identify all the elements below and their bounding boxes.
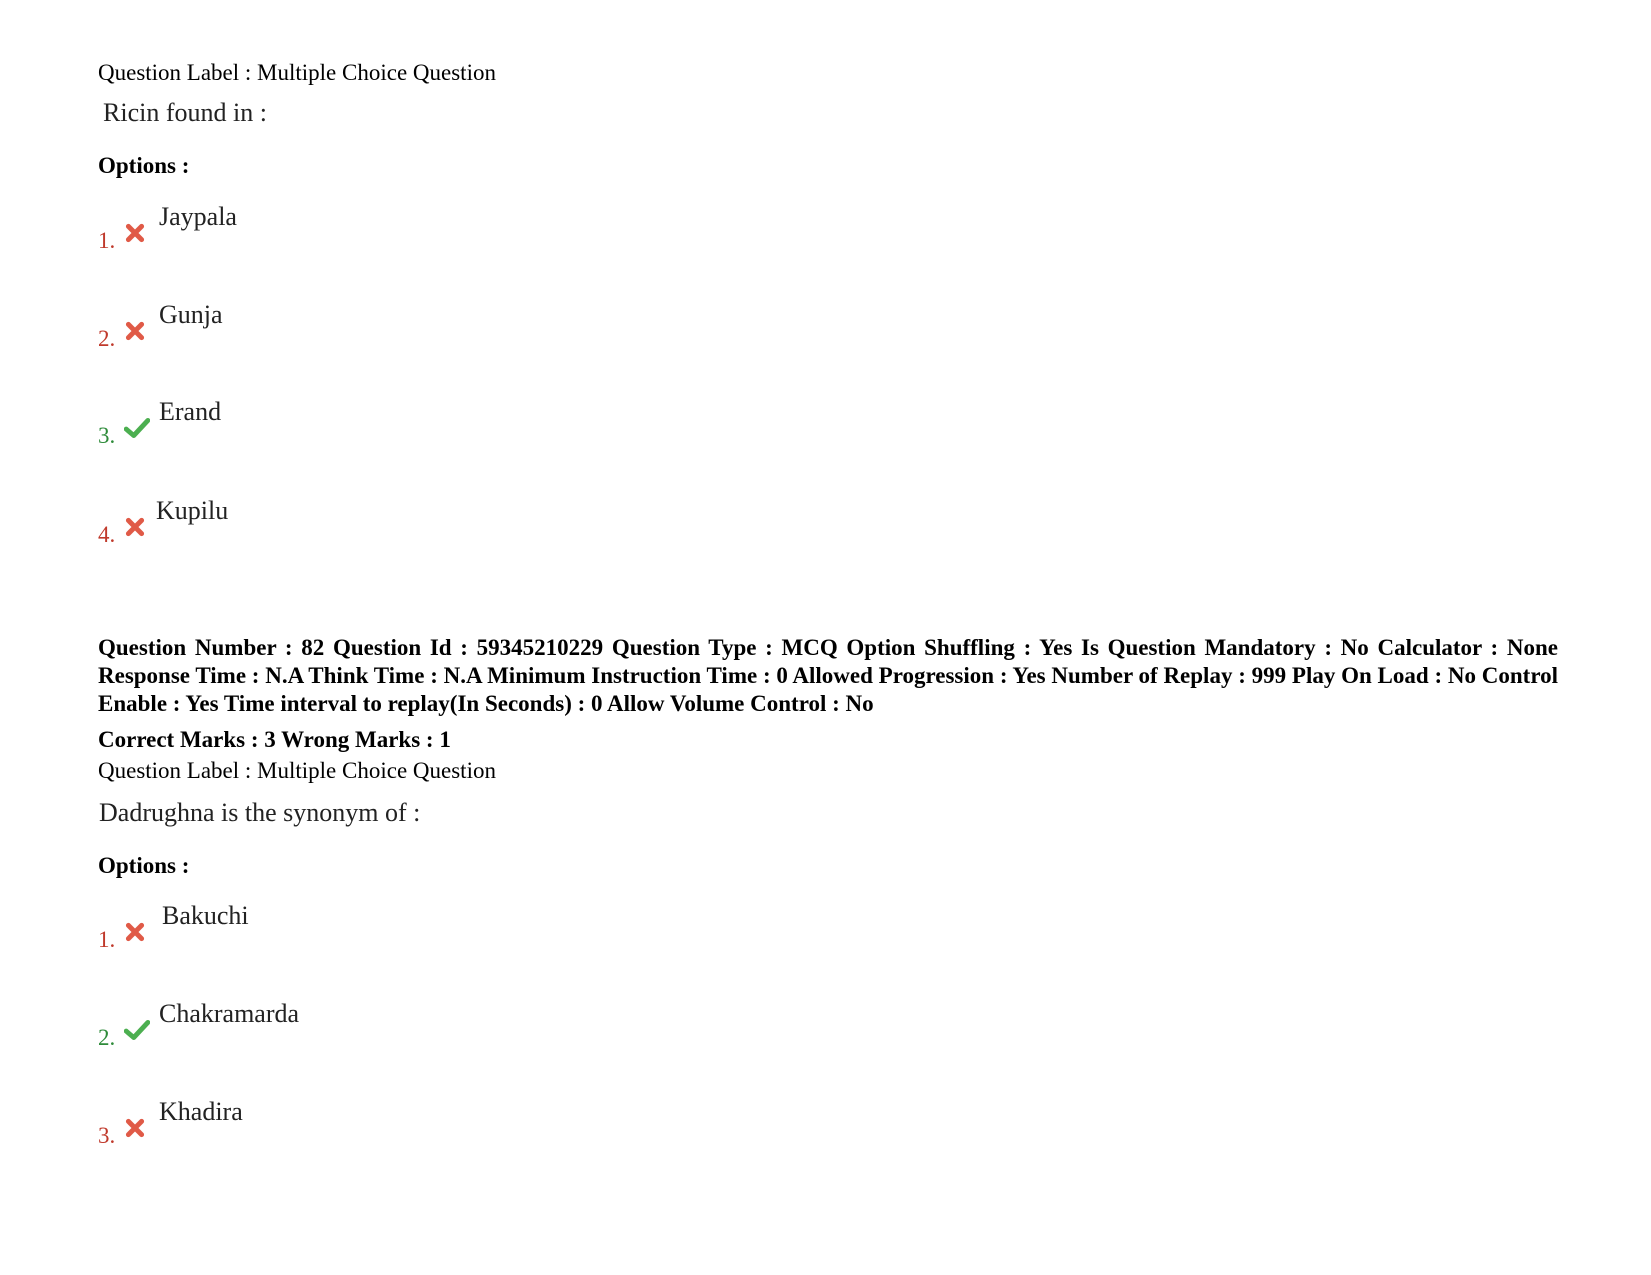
question-text: Ricin found in : bbox=[103, 98, 267, 127]
option-item bbox=[98, 901, 698, 961]
option-number: 3. bbox=[98, 1123, 116, 1148]
option-item bbox=[98, 397, 698, 457]
wrong-cross-icon bbox=[124, 921, 146, 943]
option-text: Jaypala bbox=[159, 202, 237, 231]
question-metadata: Question Number : 82 Question Id : 59345210229 Question Type : MCQ Option Shuffling : Yes Is Question Mandatory : No Calculator : None Response Time : N.A Think Time : N.A Minimum Instruction Time : 0 Allowed Progression : Yes Number of Replay : 999 Play On Load : No Control Enable : Yes Time interval to replay(In Seconds) : 0 Allow Volume Control : No bbox=[98, 635, 1558, 716]
option-text: Gunja bbox=[159, 300, 223, 329]
options-heading: Options : bbox=[98, 153, 190, 178]
option-item bbox=[98, 300, 698, 360]
option-item bbox=[98, 202, 698, 262]
option-number: 1. bbox=[98, 228, 116, 253]
option-number: 3. bbox=[98, 423, 116, 448]
wrong-cross-icon bbox=[124, 516, 146, 538]
marks-info: Correct Marks : 3 Wrong Marks : 1 bbox=[98, 727, 451, 752]
question-label: Question Label : Multiple Choice Question bbox=[98, 60, 496, 85]
correct-check-icon bbox=[124, 1019, 150, 1041]
option-text: Erand bbox=[159, 397, 222, 426]
option-item bbox=[98, 999, 698, 1059]
option-number: 2. bbox=[98, 1025, 116, 1050]
wrong-cross-icon bbox=[124, 1117, 146, 1139]
question-label: Question Label : Multiple Choice Question bbox=[98, 758, 496, 783]
option-text: Kupilu bbox=[156, 496, 229, 525]
correct-check-icon bbox=[124, 417, 150, 439]
option-text: Chakramarda bbox=[159, 999, 300, 1028]
option-number: 2. bbox=[98, 326, 116, 351]
option-text: Khadira bbox=[159, 1097, 243, 1126]
option-number: 4. bbox=[98, 522, 116, 547]
option-item bbox=[98, 496, 698, 556]
option-text: Bakuchi bbox=[162, 901, 249, 930]
question-text: Dadrughna is the synonym of : bbox=[99, 798, 421, 827]
option-number: 1. bbox=[98, 927, 116, 952]
wrong-cross-icon bbox=[124, 222, 146, 244]
wrong-cross-icon bbox=[124, 320, 146, 342]
option-item bbox=[98, 1097, 698, 1157]
options-heading: Options : bbox=[98, 853, 190, 878]
